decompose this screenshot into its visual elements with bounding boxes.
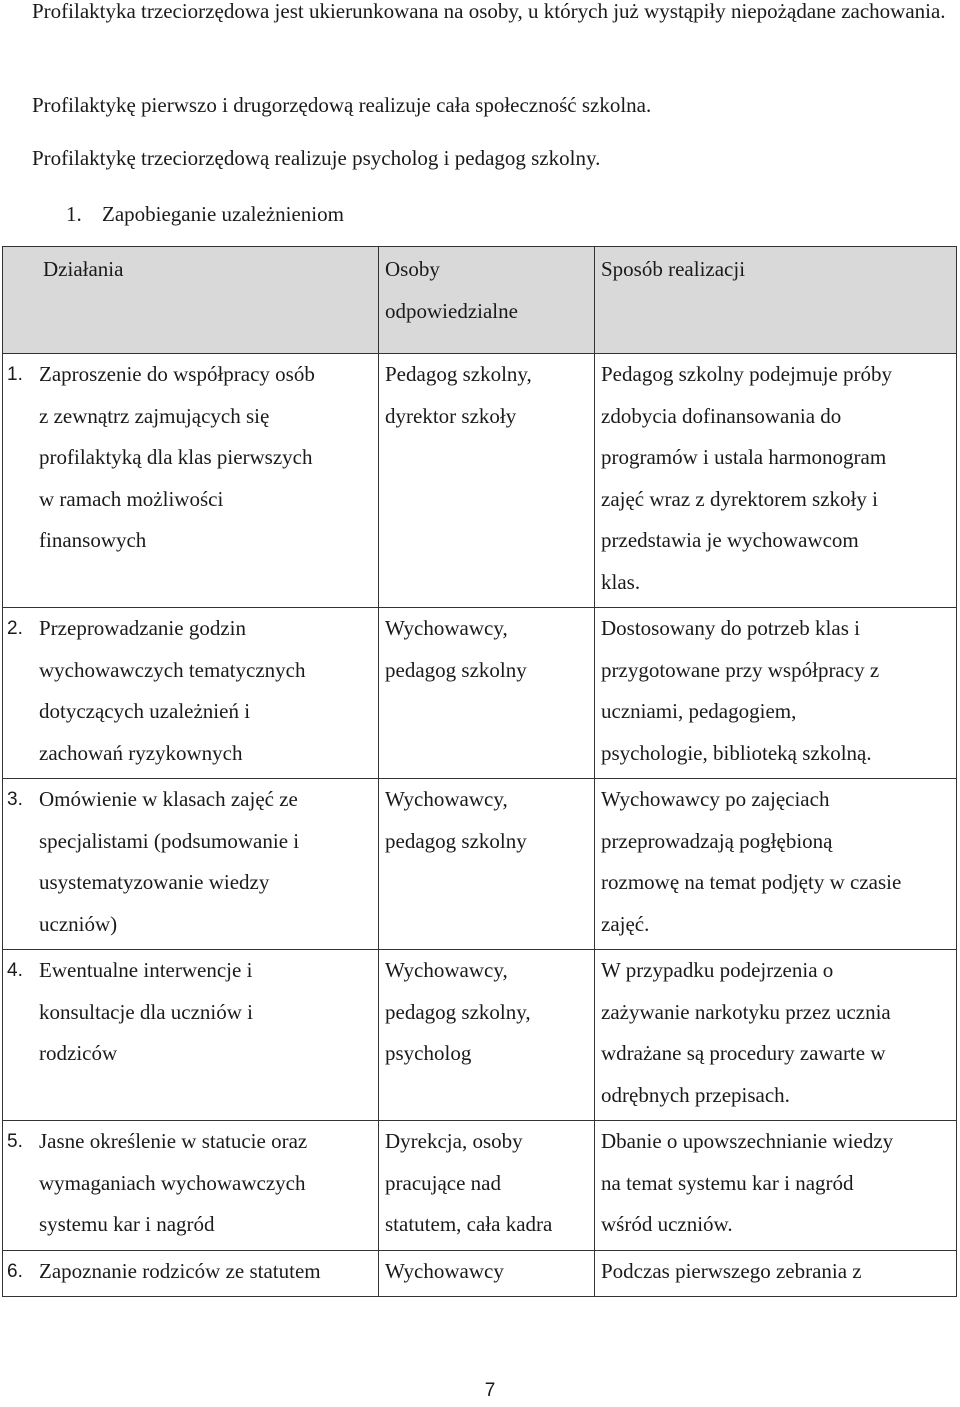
row-number: 2. <box>7 618 23 639</box>
row-action-cell <box>3 354 379 608</box>
section-title: Zapobieganie uzależnieniom <box>102 202 344 226</box>
row-action-text: Zapoznanie rodziców ze statutem <box>39 1258 321 1283</box>
row-method-cell: Wychowawcy po zajęciach przeprowadzają pogłębioną rozmowę na temat podjęty w czasie zajęć. <box>595 779 957 950</box>
row-method-cell: Podczas pierwszego zebrania z <box>595 1250 957 1297</box>
intro-paragraph-tertiary: Profilaktyka trzeciorzędowa jest ukierunkowana na osoby, u których już wystąpiły niepożądane zachowania. <box>32 0 946 23</box>
row-method-cell: Dbanie o upowszechnianie wiedzy na temat systemu kar i nagród wśród uczniów. <box>595 1121 957 1251</box>
header-method: Sposób realizacji <box>595 247 957 354</box>
row-action-text: Omówienie w klasach zajęć ze specjalistami (podsumowanie i usystematyzowanie wiedzy uczniów) <box>39 787 300 936</box>
section-heading <box>66 194 344 235</box>
row-action-text: Przeprowadzanie godzin wychowawczych tematycznych dotyczących uzależnień i zachowań ryzykownych <box>39 616 306 765</box>
table-row <box>3 608 957 779</box>
intro-paragraph-primary-secondary: Profilaktykę pierwszo i drugorzędową realizuje cała społeczność szkolna. <box>32 93 652 117</box>
row-method-cell: Pedagog szkolny podejmuje próby zdobycia dofinansowania do programów i ustala harmonogram zajęć wraz z dyrektorem szkoły i przedstawia je wychowawcom klas. <box>595 354 957 608</box>
row-responsible-cell: Dyrekcja, osoby pracujące nad statutem, cała kadra <box>379 1121 595 1251</box>
row-action-text: Jasne określenie w statucie oraz wymaganiach wychowawczych systemu kar i nagród <box>39 1129 308 1236</box>
section-number: 1. <box>66 202 82 226</box>
header-responsible: Osoby odpowiedzialne <box>379 247 595 354</box>
row-number: 6. <box>7 1260 23 1282</box>
row-action-text: Ewentualne interwencje i konsultacje dla uczniów i rodziców <box>39 958 254 1065</box>
row-responsible-cell: Wychowawcy, pedagog szkolny <box>379 779 595 950</box>
header-actions: Działania <box>3 247 379 354</box>
row-number: 1. <box>7 364 23 385</box>
row-number: 5. <box>7 1131 23 1152</box>
page-number: 7 <box>484 1380 496 1401</box>
row-number: 3. <box>7 789 23 810</box>
row-responsible-cell: Wychowawcy, pedagog szkolny, psycholog <box>379 950 595 1121</box>
row-action-cell <box>3 608 379 779</box>
row-method-cell: W przypadku podejrzenia o zażywanie narkotyku przez ucznia wdrażane są procedury zawarte w odrębnych przepisach. <box>595 950 957 1121</box>
table-row <box>3 1250 957 1297</box>
row-action-cell <box>3 1121 379 1251</box>
row-number: 4. <box>7 960 23 981</box>
row-responsible-cell: Wychowawcy, pedagog szkolny <box>379 608 595 779</box>
row-action-cell <box>3 1250 379 1297</box>
table-row <box>3 1121 957 1251</box>
table-header-row <box>3 247 957 354</box>
row-action-cell <box>3 950 379 1121</box>
intro-paragraph-tertiary-responsible: Profilaktykę trzeciorzędową realizuje psycholog i pedagog szkolny. <box>32 146 601 170</box>
table-row <box>3 779 957 950</box>
row-responsible-cell: Wychowawcy <box>379 1250 595 1297</box>
table-row <box>3 354 957 608</box>
row-responsible-cell: Pedagog szkolny, dyrektor szkoły <box>379 354 595 608</box>
row-action-text: Zaproszenie do współpracy osób z zewnątrz zajmujących się profilaktyką dla klas pierwszych w ramach możliwości finansowych <box>39 362 315 552</box>
row-action-cell <box>3 779 379 950</box>
table-row <box>3 950 957 1121</box>
prevention-table <box>2 246 957 1297</box>
row-method-cell: Dostosowany do potrzeb klas i przygotowane przy współpracy z uczniami, pedagogiem, psychologie, biblioteką szkolną. <box>595 608 957 779</box>
